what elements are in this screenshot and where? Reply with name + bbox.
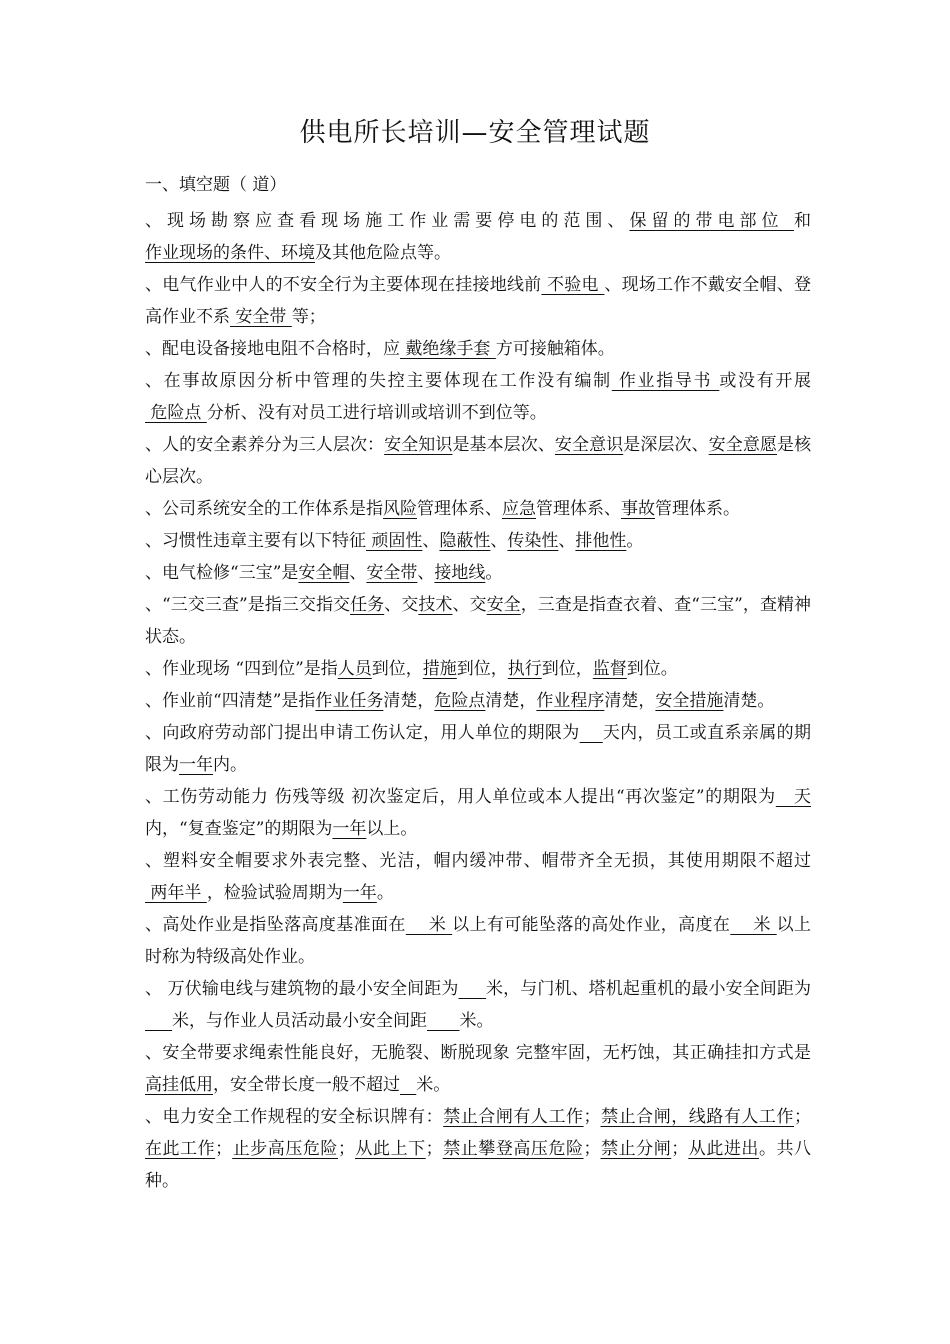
question-text: 分析、没有对员工进行培训或培训不到位等。 xyxy=(206,403,547,423)
answer-blank: 从此进出 xyxy=(688,1139,759,1159)
answer-blank: 执行 xyxy=(507,659,542,679)
question-item xyxy=(145,781,811,845)
question-text: 内，“复查鉴定”的期限为 xyxy=(145,819,333,839)
question-text: ，检验试验周期为 xyxy=(206,883,343,903)
question-text: 米。 xyxy=(459,1011,494,1031)
question-text: 到位， xyxy=(456,659,508,679)
question-text: 及其他危险点等。 xyxy=(315,243,451,263)
answer-blank: 在此工作 xyxy=(145,1139,216,1159)
answer-blank: 安全帽 xyxy=(298,563,350,583)
answer-blank: 不验电 xyxy=(541,275,605,295)
question-text: 。 xyxy=(626,531,644,551)
question-text: 内。 xyxy=(213,755,247,775)
answer-blank: 作业程序 xyxy=(536,691,605,711)
question-text: 、 xyxy=(417,563,435,583)
answer-blank: 禁止合闸有人工作 xyxy=(443,1107,584,1127)
question-text: 是基本层次、 xyxy=(452,435,555,455)
question-text: 、 xyxy=(349,563,367,583)
answer-blank: 止步高压危险 xyxy=(232,1139,338,1159)
question-text: 米，与作业人员活动最小安全间距 xyxy=(172,1011,428,1031)
answer-blank: 一年 xyxy=(332,819,367,839)
answer-blank: 危险点 xyxy=(434,691,486,711)
question-text: 、交 xyxy=(452,595,487,615)
question-text: 天内，员工或直系亲属的期限为 xyxy=(145,723,811,775)
question-text: 、安全带要求绳索性能良好，无脆裂、断脱现象 完整牢固，无朽蚀，其正确挂扣方式是 xyxy=(145,1043,811,1063)
question-text: 、高处作业是指坠落高度基准面在 xyxy=(145,915,406,935)
question-text: 。 xyxy=(485,563,503,583)
question-text: 、 xyxy=(558,531,576,551)
question-item xyxy=(145,365,811,429)
question-text: 、作业现场 “四到位”是指 xyxy=(145,659,338,679)
question-item xyxy=(145,1037,811,1101)
answer-blank: 传染性 xyxy=(507,531,559,551)
answer-blank: 排他性 xyxy=(575,531,627,551)
question-item xyxy=(145,653,811,685)
answer-blank: 保留的带电部位 xyxy=(629,211,794,231)
question-text: ； xyxy=(583,1139,601,1159)
answer-blank: 一年 xyxy=(342,883,377,903)
answer-blank: 禁止分闸 xyxy=(600,1139,672,1159)
question-text: 管理体系。 xyxy=(655,499,740,519)
question-text: 米，与门机、塔机起重机的最小安全间距为 xyxy=(486,979,811,999)
question-text: 米。 xyxy=(416,1075,451,1095)
question-text: 。 xyxy=(376,883,394,903)
question-item xyxy=(145,557,811,589)
question-item xyxy=(145,429,811,493)
question-text: 管理体系、 xyxy=(536,499,621,519)
answer-blank: 任务 xyxy=(350,595,385,615)
question-text: 管理体系、 xyxy=(417,499,502,519)
question-text: 是深层次、 xyxy=(623,435,709,455)
question-text: 、向政府劳动部门提出申请工伤认定，用人单位的期限为 xyxy=(145,723,580,743)
question-text: 、在事故原因分析中管理的失控主要体现在工作没有编制 xyxy=(145,371,612,391)
answer-blank: 安全 xyxy=(486,595,521,615)
answer-blank: 危险点 xyxy=(145,403,207,423)
question-text: 、 万伏输电线与建筑物的最小安全间距为 xyxy=(145,979,459,999)
question-text: 、电气作业中人的不安全行为主要体现在挂接地线前 xyxy=(145,275,542,295)
question-text: 是核心层次。 xyxy=(145,435,812,487)
answer-blank: 顽固性 xyxy=(366,531,423,551)
question-text: 、现场勘察应查看现场施工作业需要停电的范围、 xyxy=(145,211,630,231)
answer-blank: 戴绝缘手套 xyxy=(400,339,496,359)
question-text: ； xyxy=(215,1139,233,1159)
question-text: 、习惯性违章主要有以下特征 xyxy=(145,531,366,551)
question-item xyxy=(145,589,811,653)
question-text: 、交 xyxy=(384,595,419,615)
question-text: 以上。 xyxy=(366,819,418,839)
question-text: 以上时称为特级高处作业。 xyxy=(145,915,812,967)
answer-blank: 接地线 xyxy=(434,563,486,583)
question-text: 、 xyxy=(490,531,508,551)
question-text: 、现场工作不戴安全帽、登高作业不系 xyxy=(145,275,812,327)
answer-blank: 两年半 xyxy=(145,883,207,903)
question-text: ； xyxy=(425,1139,443,1159)
question-text: 清楚， xyxy=(604,691,656,711)
question-text: 、人的安全素养分为三人层次： xyxy=(145,435,385,455)
answer-blank: 安全知识 xyxy=(384,435,453,455)
question-text: ； xyxy=(794,1107,812,1127)
question-item xyxy=(145,909,811,973)
answer-blank: 安全意识 xyxy=(554,435,624,455)
answer-blank: 人员 xyxy=(337,659,372,679)
question-text: 清楚， xyxy=(485,691,537,711)
answer-blank: 安全措施 xyxy=(655,691,724,711)
answer-blank: 隐蔽性 xyxy=(439,531,491,551)
question-text: ，安全带长度一般不超过 xyxy=(213,1075,400,1095)
question-text: 、作业前“四清楚”是指 xyxy=(145,691,316,711)
question-list xyxy=(145,205,811,1197)
answer-blank xyxy=(400,1075,416,1095)
answer-blank: 一年 xyxy=(179,755,213,775)
section-heading: 一、填空题（ 道） xyxy=(145,175,287,195)
answer-blank: 从此上下 xyxy=(354,1139,426,1159)
question-text: 到位， xyxy=(371,659,423,679)
answer-blank: 安全意愿 xyxy=(708,435,777,455)
question-item xyxy=(145,205,811,269)
answer-blank: 监督 xyxy=(592,659,627,679)
answer-blank: 安全带 xyxy=(366,563,418,583)
answer-blank xyxy=(580,723,603,743)
answer-blank xyxy=(145,1011,172,1031)
answer-blank: 应急 xyxy=(502,499,536,519)
answer-blank: 事故 xyxy=(621,499,655,519)
answer-blank: 米 xyxy=(730,915,777,935)
question-text: 、配电设备接地电阻不合格时，应 xyxy=(145,339,400,359)
question-item xyxy=(145,525,811,557)
question-item xyxy=(145,845,811,909)
answer-blank: 安全带 xyxy=(230,307,292,327)
answer-blank: 作业指导书 xyxy=(611,371,720,391)
question-text: 、工伤劳动能力 伤残等级 初次鉴定后，用人单位或本人提出“再次鉴定”的期限为 xyxy=(145,787,776,807)
question-item xyxy=(145,493,811,525)
question-item xyxy=(145,333,811,365)
question-text: 、电气检修“三宝”是 xyxy=(145,563,299,583)
question-text: 、公司系统安全的工作体系是指 xyxy=(145,499,383,519)
question-text: ； xyxy=(337,1139,355,1159)
answer-blank: 措施 xyxy=(422,659,457,679)
answer-blank: 作业现场的条件、环境 xyxy=(145,243,315,263)
question-text: 清楚， xyxy=(383,691,435,711)
question-text: 等； xyxy=(291,307,326,327)
question-text: ，三查是指查衣着、查“三宝”，查精神状态。 xyxy=(145,595,812,647)
answer-blank: 天 xyxy=(775,787,811,807)
question-text: 、 xyxy=(422,531,440,551)
answer-blank xyxy=(458,979,486,999)
question-text: 和 xyxy=(794,211,811,231)
question-item xyxy=(145,685,811,717)
question-text: 、塑料安全帽要求外表完整、光洁，帽内缓冲带、帽带齐全无损，其使用期限不超过 xyxy=(145,851,811,871)
page-title: 供电所长培训—安全管理试题 xyxy=(299,118,651,148)
answer-blank: 作业任务 xyxy=(315,691,384,711)
question-text: 、“三交三查”是指三交指交 xyxy=(145,595,351,615)
question-text: 。共八种。 xyxy=(145,1139,812,1191)
question-text: 或没有开展 xyxy=(719,371,811,391)
question-item xyxy=(145,973,811,1037)
question-text: ； xyxy=(671,1139,689,1159)
question-text: 到位， xyxy=(541,659,593,679)
question-text: 以上有可能坠落的高处作业，高度在 xyxy=(452,915,731,935)
question-item xyxy=(145,717,811,781)
answer-blank: 禁止攀登高压危险 xyxy=(442,1139,584,1159)
question-text: 、电力安全工作规程的安全标识牌有： xyxy=(145,1107,444,1127)
question-item xyxy=(145,269,811,333)
question-item xyxy=(145,1101,811,1197)
question-text: ； xyxy=(583,1107,601,1127)
answer-blank: 风险 xyxy=(383,499,417,519)
answer-blank: 技术 xyxy=(418,595,453,615)
answer-blank: 高挂低用 xyxy=(145,1075,213,1095)
question-text: 清楚。 xyxy=(723,691,775,711)
question-text: 到位。 xyxy=(626,659,678,679)
question-text: 方可接触箱体。 xyxy=(495,339,615,359)
answer-blank: 禁止合闸，线路有人工作 xyxy=(600,1107,795,1127)
answer-blank: 米 xyxy=(405,915,453,935)
answer-blank xyxy=(427,1011,459,1031)
